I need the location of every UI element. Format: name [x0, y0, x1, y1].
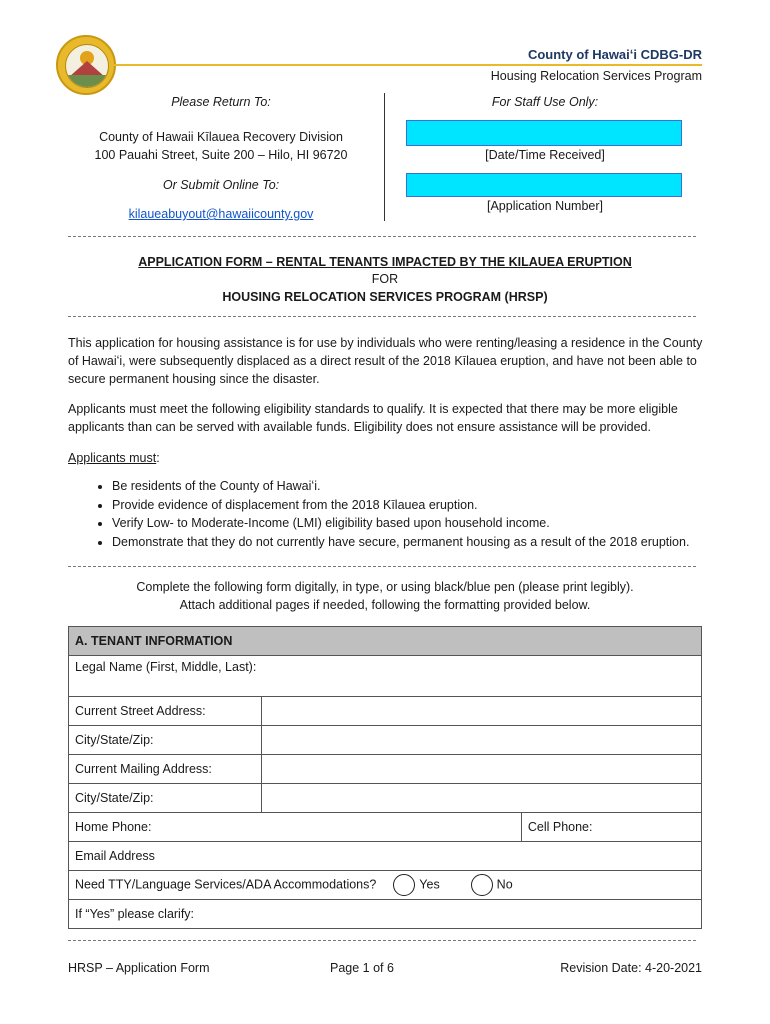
page-number: Page 1 of 6: [330, 961, 394, 975]
email-label: Email Address: [75, 849, 155, 863]
accommodations-row: [69, 871, 702, 900]
intro-paragraph: This application for housing assistance is for use by individuals who were renting/leasing a residence in the County of Hawaiʻi, were subsequently displaced as a direct result of the 2018 Kīlauea eruption, and have not been able to secure permanent housing since the disaster.: [68, 336, 703, 386]
eligibility-list: [88, 477, 712, 551]
column-divider: [384, 93, 385, 221]
mailing-city-state-zip-label: City/State/Zip:: [69, 784, 262, 813]
county-seal-logo: [56, 35, 116, 95]
return-label: Please Return To:: [171, 95, 271, 109]
staff-label: For Staff Use Only:: [491, 95, 599, 109]
email-field[interactable]: [69, 842, 702, 871]
cell-phone-label: Cell Phone:: [527, 820, 593, 834]
application-number-field[interactable]: [406, 173, 682, 197]
submission-email-link[interactable]: kilaueabuyout@hawaiicounty.gov: [128, 207, 314, 221]
program-name: Housing Relocation Services Program: [490, 69, 702, 83]
org-title: County of Hawaiʻi CDBG-DR: [527, 47, 702, 62]
yes-label: Yes: [419, 877, 440, 892]
list-item: • Demonstrate that they do not currently have secure, permanent housing as a result of the 2018 eruption.: [112, 533, 712, 552]
mailing-address-label: Current Mailing Address:: [69, 755, 262, 784]
date-received-field[interactable]: [406, 120, 682, 146]
form-title: APPLICATION FORM – RENTAL TENANTS IMPACTED BY THE KILAUEA ERUPTION: [138, 255, 632, 269]
section-a-header: A. TENANT INFORMATION: [69, 627, 702, 656]
legal-name-field[interactable]: [69, 656, 702, 697]
divider-line: [68, 316, 696, 317]
header-rule: [112, 64, 702, 66]
legal-name-label: Legal Name (First, Middle, Last):: [75, 660, 257, 674]
application-number-label: [Application Number]: [486, 199, 604, 213]
division-address: 100 Pauahi Street, Suite 200 – Hilo, HI 96720: [94, 148, 348, 162]
yes-radio[interactable]: [393, 874, 415, 896]
city-state-zip-label: City/State/Zip:: [69, 726, 262, 755]
mailing-address-field[interactable]: [262, 755, 702, 784]
revision-date: Revision Date: 4-20-2021: [560, 961, 702, 975]
divider-line: [68, 566, 696, 567]
tenant-information-table: [68, 626, 702, 929]
eligibility-paragraph: Applicants must meet the following eligibility standards to qualify. It is expected that there may be more eligible applicants than can be served with available funds. Eligibility does not ensure assistance will be provided.: [68, 402, 678, 434]
clarify-label: If “Yes” please clarify:: [75, 907, 195, 921]
instructions-line1: Complete the following form digitally, in type, or using black/blue pen (please print legibly).: [136, 580, 634, 594]
online-label: Or Submit Online To:: [162, 178, 280, 192]
division-name: County of Hawaii Kīlauea Recovery Division: [99, 130, 343, 144]
applicants-must-label: Applicants must: [68, 451, 157, 465]
list-item: • Verify Low- to Moderate-Income (LMI) eligibility based upon household income.: [112, 514, 712, 533]
program-title: HOUSING RELOCATION SERVICES PROGRAM (HRSP): [222, 290, 548, 304]
mailing-city-state-zip-field[interactable]: [262, 784, 702, 813]
street-address-field[interactable]: [262, 697, 702, 726]
instructions-line2: Attach additional pages if needed, following the formatting provided below.: [179, 598, 591, 612]
no-radio[interactable]: [471, 874, 493, 896]
accommodations-label: Need TTY/Language Services/ADA Accommodations?: [75, 877, 377, 892]
list-item: • Provide evidence of displacement from the 2018 Kīlauea eruption.: [112, 496, 712, 515]
home-phone-label: Home Phone:: [75, 820, 152, 834]
date-received-label: [Date/Time Received]: [485, 148, 605, 162]
city-state-zip-field[interactable]: [262, 726, 702, 755]
footer-form-name: HRSP – Application Form: [68, 961, 210, 975]
clarify-field[interactable]: [69, 900, 702, 929]
footer-divider: [68, 940, 696, 941]
no-label: No: [496, 877, 513, 892]
cell-phone-field[interactable]: [521, 813, 701, 842]
form-title-for: FOR: [371, 272, 399, 286]
divider-line: [68, 236, 696, 237]
home-phone-field[interactable]: [69, 813, 522, 842]
list-item: • Be residents of the County of Hawaiʻi.: [112, 477, 712, 496]
street-address-label: Current Street Address:: [69, 697, 262, 726]
